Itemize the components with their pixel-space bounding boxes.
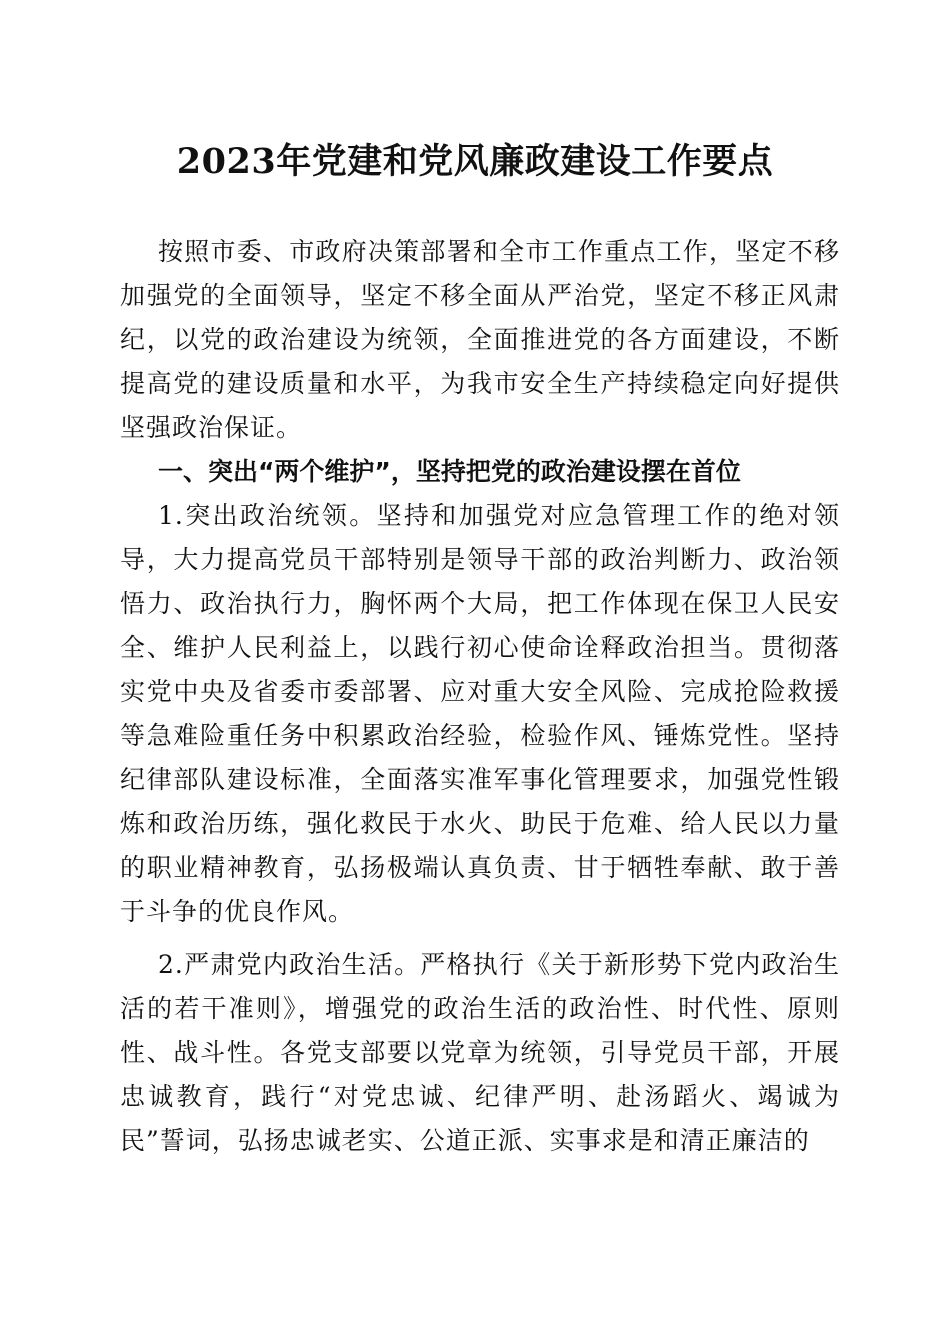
section-heading-1: 一、突出“两个维护”，坚持把党的政治建设摆在首位	[158, 457, 741, 486]
document-body	[120, 230, 840, 1163]
item-paragraph-1: 1.突出政治统领。坚持和加强党对应急管理工作的绝对领导，大力提高党员干部特别是领导干部的政治判断力、政治领悟力、政治执行力，胸怀两个大局，把工作体现在保卫人民安全、维护人民利益上，以践行初心使命诠释政治担当。贯彻落实党中央及省委市委部署、应对重大安全风险、完成抢险救援等急难险重任务中积累政治经验，检验作风、锤炼党性。坚持纪律部队建设标准，全面落实准军事化管理要求，加强党性锻炼和政治历练，强化救民于水火、助民于危难、给人民以力量的职业精神教育，弘扬极端认真负责、甘于牺牲奉献、敢于善于斗争的优良作风。	[120, 501, 840, 926]
intro-paragraph: 按照市委、市政府决策部署和全市工作重点工作，坚定不移加强党的全面领导，坚定不移全面从严治党，坚定不移正风肃纪，以党的政治建设为统领，全面推进党的各方面建设，不断提高党的建设质量和水平，为我市安全生产持续稳定向好提供坚强政治保证。	[120, 237, 840, 442]
item-paragraph-2: 2.严肃党内政治生活。严格执行《关于新形势下党内政治生活的若干准则》，增强党的政治生活的政治性、时代性、原则性、战斗性。各党支部要以党章为统领，引导党员干部，开展忠诚教育，践行“对党忠诚、纪律严明、赴汤蹈火、竭诚为民”誓词，弘扬忠诚老实、公道正派、实事求是和清正廉洁的	[120, 950, 840, 1155]
document-title: 2023年党建和党风廉政建设工作要点	[176, 141, 774, 182]
